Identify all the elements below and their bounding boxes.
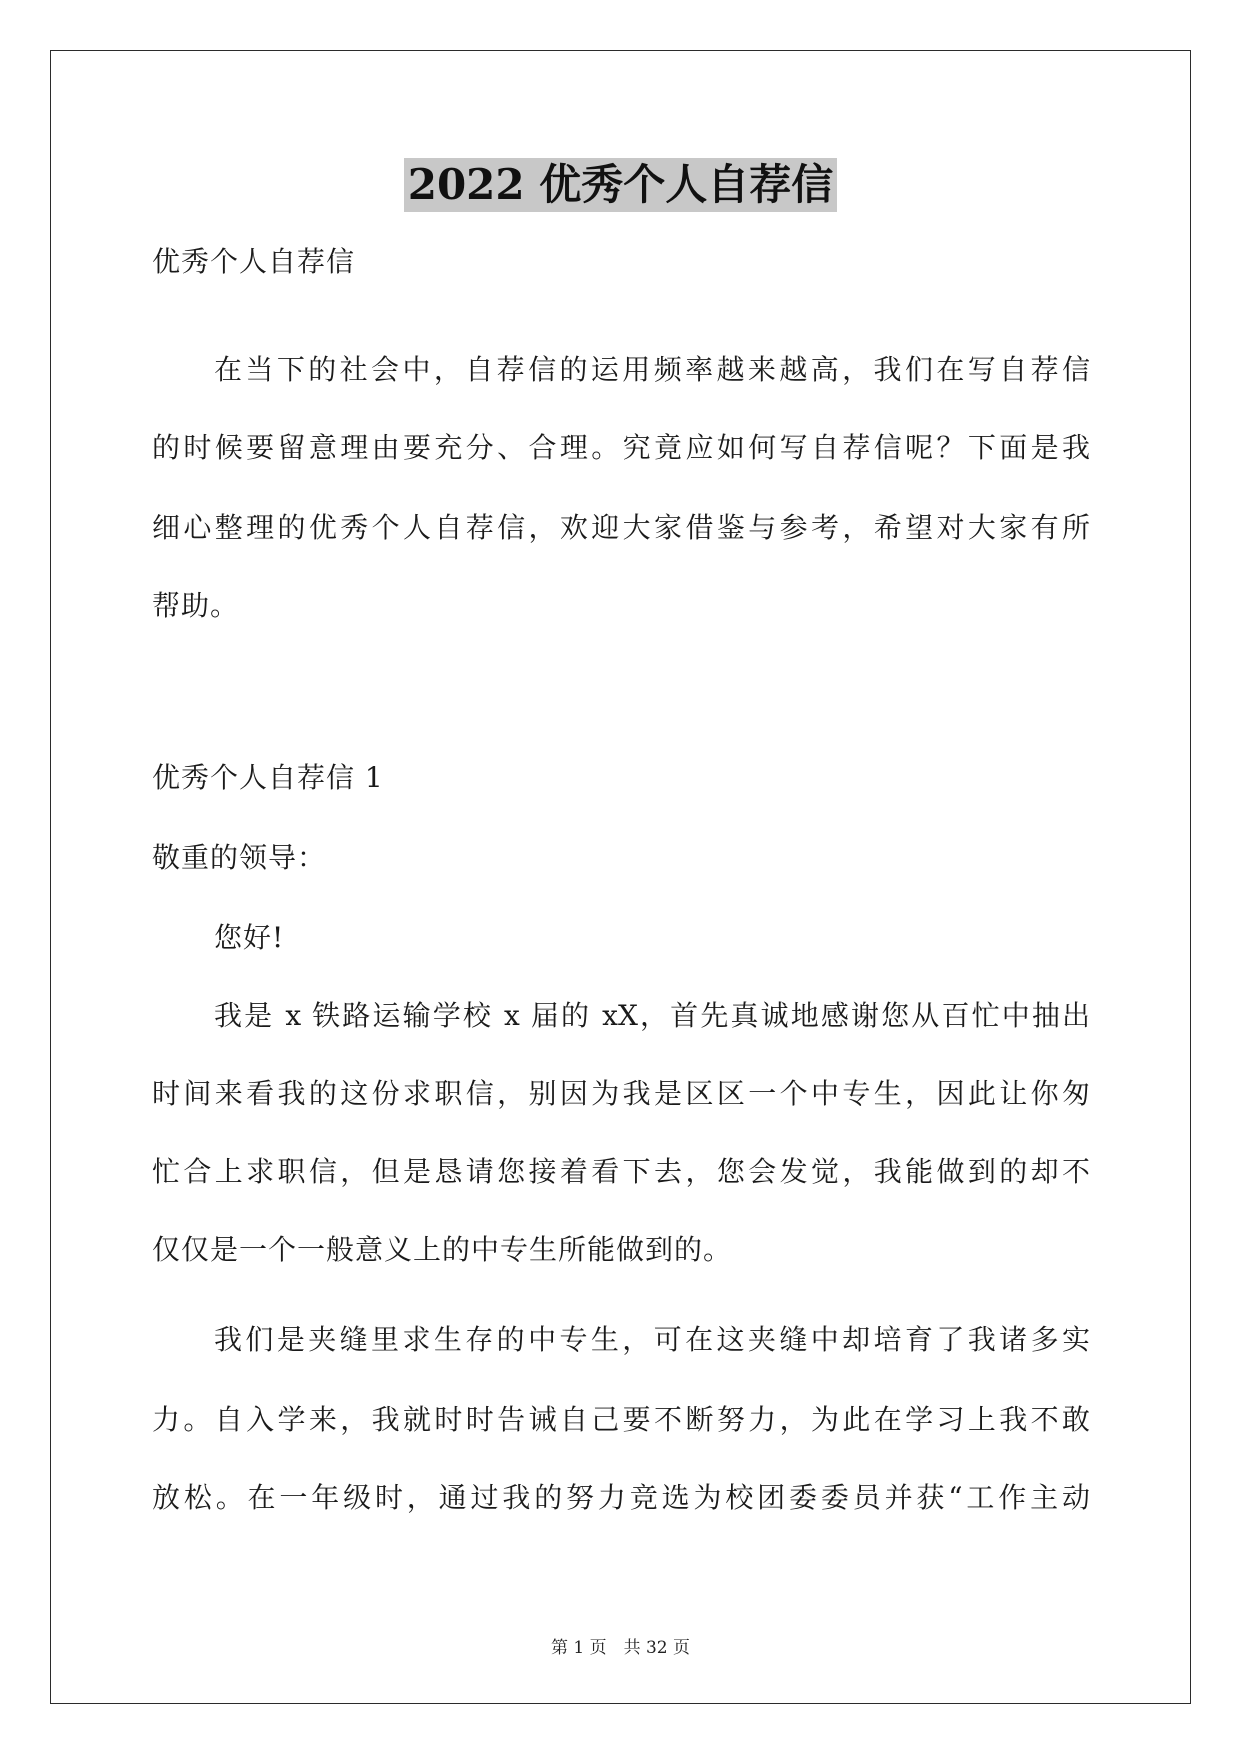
paragraph-line: 力。自入学来，我就时时告诫自己要不断努力，为此在学习上我不敢 (152, 1403, 1090, 1436)
title-container (0, 158, 1241, 212)
salutation: 敬重的领导： (152, 841, 327, 874)
section-heading: 优秀个人自荐信 1 (152, 761, 384, 794)
paragraph-line: 我是 x 铁路运输学校 x 届的 xX，首先真诚地感谢您从百忙中抽出 (214, 999, 1090, 1032)
intro-line: 的时候要留意理由要充分、合理。究竟应如何写自荐信呢？下面是我 (152, 431, 1090, 464)
intro-line: 细心整理的优秀个人自荐信，欢迎大家借鉴与参考，希望对大家有所 (152, 511, 1090, 544)
intro-line: 帮助。 (152, 589, 240, 622)
intro-line: 在当下的社会中，自荐信的运用频率越来越高，我们在写自荐信 (214, 353, 1090, 386)
paragraph-line: 放松。在一年级时，通过我的努力竞选为校团委委员并获“工作主动 (152, 1481, 1090, 1514)
document-subtitle: 优秀个人自荐信 (152, 245, 356, 278)
page-footer: 第 1 页 共 32 页 (550, 1638, 691, 1658)
document-title: 2022 优秀个人自荐信 (404, 158, 838, 212)
paragraph-line: 时间来看我的这份求职信，别因为我是区区一个中专生，因此让你匆 (152, 1077, 1090, 1110)
paragraph-line: 我们是夹缝里求生存的中专生，可在这夹缝中却培育了我诸多实 (214, 1323, 1090, 1356)
greeting: 您好! (214, 921, 285, 954)
paragraph-line: 忙合上求职信，但是恳请您接着看下去，您会发觉，我能做到的却不 (152, 1155, 1090, 1188)
paragraph-line: 仅仅是一个一般意义上的中专生所能做到的。 (152, 1233, 733, 1266)
